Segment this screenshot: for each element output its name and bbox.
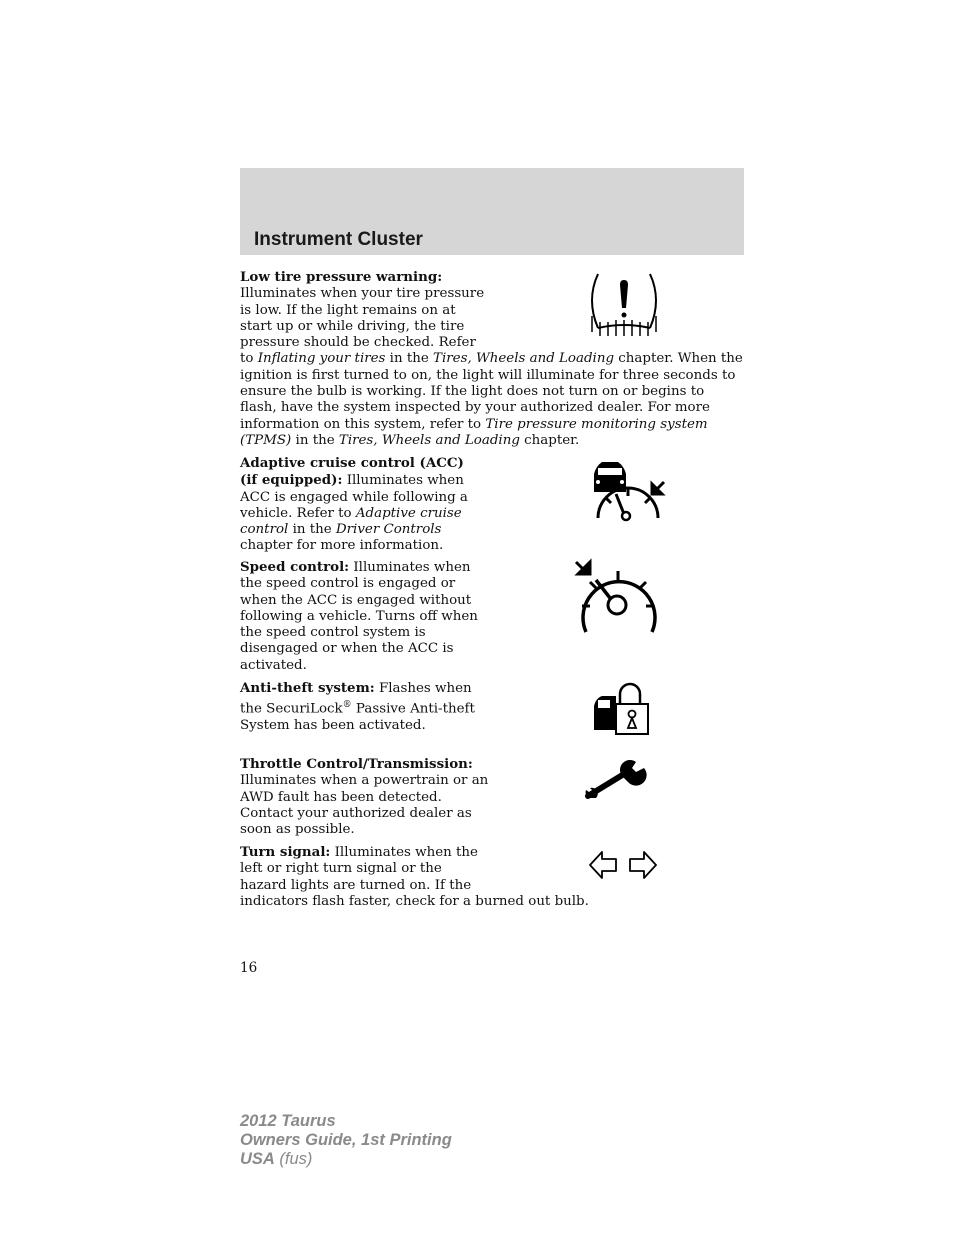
footer — [240, 1112, 452, 1169]
page-number: 16 — [240, 960, 258, 976]
turn-signal-section — [240, 844, 745, 910]
footer-line-3: USA (fus) — [240, 1150, 313, 1168]
anti-theft-text: Anti-theft system: Flashes when the SecuriLock® Passive Anti-theft System has been activated. — [240, 680, 475, 734]
speed-control-section — [240, 559, 488, 674]
turn-signal-line-4: indicators flash faster, check for a burned out bulb. — [240, 893, 589, 909]
section-title: Instrument Cluster — [254, 229, 423, 250]
speed-control-text: Speed control: Illuminates when the speed control is engaged or when the ACC is engaged without following a vehicle. Turns off when the speed control system is disengaged or when the ACC is activated. — [240, 559, 478, 673]
tire-pressure-warning-icon — [584, 270, 664, 340]
turn-signal-line-1: Turn signal: Illuminates when the — [240, 844, 478, 860]
tpms-line-2: is low. If the light remains on at — [240, 302, 456, 318]
tpms-line-4: pressure should be checked. Refer — [240, 335, 476, 351]
throttle-section — [240, 756, 495, 838]
wrench-icon — [582, 758, 648, 808]
turn-signal-line-3: hazard lights are turned on. If the — [240, 877, 472, 893]
tpms-heading: Low tire pressure warning: — [240, 269, 443, 285]
turn-signal-line-2: left or right turn signal or the — [240, 861, 442, 877]
acc-section — [240, 455, 485, 555]
tpms-line-1: Illuminates when your tire pressure — [240, 286, 485, 302]
anti-theft-icon — [590, 682, 654, 738]
throttle-text: Throttle Control/Transmission: Illuminates when a powertrain or an AWD fault has been detected. Contact your authorized dealer as soon as possible. — [240, 756, 489, 838]
tpms-section — [240, 269, 745, 449]
adaptive-cruise-control-icon — [588, 458, 668, 524]
tpms-body: to Inflating your tires in the Tires, Wheels and Loading chapter. When the ignition is first turned to on, the light will illuminate for three seconds to ensure the bulb is working. If the light does not turn on or begins to flash, have the system inspected by your authorized dealer. For more information on this system, refer to Tire pressure monitoring system (TPMS) in the Tires, Wheels and Loading chapter. — [240, 351, 743, 448]
section-header-bar — [240, 168, 744, 255]
footer-line-2: Owners Guide, 1st Printing — [240, 1131, 452, 1149]
turn-signal-icon — [588, 848, 660, 882]
acc-text: Adaptive cruise control (ACC) (if equipped): Illuminates when ACC is engaged while following a vehicle. Refer to Adaptive cruise control in the Driver Controls chapter for more information. — [240, 455, 468, 554]
anti-theft-section — [240, 680, 488, 734]
tpms-line-3: start up or while driving, the tire — [240, 318, 465, 334]
footer-line-1: 2012 Taurus — [240, 1112, 336, 1130]
speed-control-icon — [570, 558, 660, 638]
